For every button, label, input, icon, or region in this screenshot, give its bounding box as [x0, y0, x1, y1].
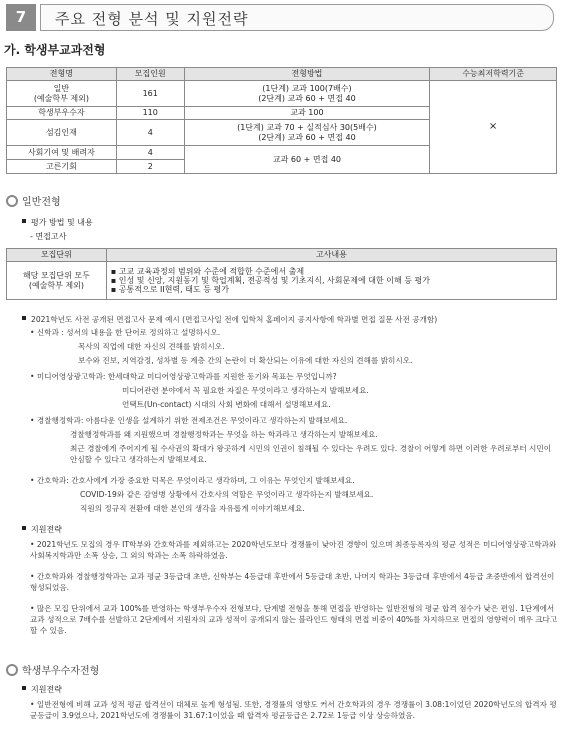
square-bullet-icon: [22, 316, 26, 320]
question-line: 경찰행정학과를 왜 지원했으며 경찰행정학과는 무엇을 하는 학과라고 생각하는지 발해보세요.: [70, 430, 378, 439]
square-bullet-icon: [22, 686, 26, 690]
strategy-item: • 2021학년도 모집의 경우 IT학부와 간호학과를 제외하고는 2020학년도보다 경쟁률이 낮아진 경향이 있으며 최종등록자의 평균 성적은 미디어영상광고학과와 사회복지학과만 소폭 상승, 그 외의 학과는 소폭 하락하였음.: [30, 540, 557, 560]
col-header: 전형명: [7, 68, 117, 81]
table-cell: 교과 60 + 면접 40: [184, 146, 430, 174]
section-title: 일반전형: [22, 197, 61, 208]
table-cell: (1단계) 교과 70 + 실적심사 30(5배수) (2단계) 교과 60 + 면접 40: [184, 120, 430, 146]
section-excellent: [6, 662, 99, 677]
col-header: 모집단위: [7, 249, 107, 262]
circle-bullet-icon: [6, 664, 18, 676]
question-line: 보수와 진보, 지역감정, 성차별 등 계층 간의 논란이 더 확산되는 이유에 대한 자신의 견해를 밝히시오.: [78, 356, 413, 365]
table-cell: (1단계) 교과 100(7배수) (2단계) 교과 60 + 면접 40: [184, 81, 430, 107]
table-cell: 고른기회: [7, 160, 117, 174]
question-line: 직원의 정규직 전환에 대한 본인의 생각을 자유롭게 이야기해보세요.: [80, 504, 305, 513]
table-cell: 일반 (예술학부 제외): [7, 81, 117, 107]
question-line: 목사의 직업에 대한 자신의 견해를 밝히시오.: [78, 342, 225, 351]
question-line: 언택트(Un-contact) 시대의 사회 변화에 대해서 설명해보세요.: [122, 400, 331, 409]
strategy-heading-2: 지원전략: [22, 684, 62, 695]
question-line: • 미디어영상광고학과: 한세대학교 미디어영상광고학과를 지원한 동기와 목표는 무엇입니까?: [30, 372, 337, 381]
interview-table: [6, 248, 557, 300]
bullet-eval: 평가 방법 및 내용: [22, 217, 93, 228]
question-line: • 간호학과: 간호사에게 가장 중요한 덕목은 무엇이라고 생각하며, 그 이유는 무엇인지 발해보세요.: [30, 476, 355, 485]
col-header: 고사내용: [106, 249, 556, 262]
table-cell: 4: [116, 120, 184, 146]
questions-heading: 2021학년도 사전 공개된 면접고사 문제 예시 (면접고사일 전에 입학처 홈페이지 공지사항에 학과별 면접 질문 사전 공개함): [22, 314, 437, 325]
circle-bullet-icon: [6, 195, 18, 207]
chapter-title: 주요 전형 분석 및 지원전략: [55, 10, 249, 28]
col-header: 수능최저학력기준: [430, 68, 557, 81]
strategy-item: • 많은 모집 단위에서 교과 100%를 반영하는 학생부우수자 전형보다, 단계별 전형을 통해 면접을 반영하는 일반전형의 평균 합격 점수가 낮은 편임. 1단계에서 교과 성적으로 7배수를 선발하고 2단계에서 지원자의 교과 성적이 공개되지 않는 블라인드 형태의 면접 비중이 40%를 차지하므로 면접의 영향력이 매우 크다고 할 수 있음.: [30, 604, 558, 635]
question-line: • 경찰행정학과: 아름다운 인생을 설계하기 위한 전제조건은 무엇이라고 생각하는지 발해보세요.: [30, 416, 348, 425]
col-header: 모집인원: [116, 68, 184, 81]
table-cell: ▪ 고교 교육과정의 범위와 수준에 적합한 수준에서 출제 ▪ 인성 및 신앙, 지원동기 및 학업계획, 전공적성 및 기초지식, 사회문제에 대한 이해 등 평가 ▪ 공통적으로 II현력, 태도 등 평가: [106, 262, 556, 300]
section-header: [6, 4, 554, 31]
subsection-title: 가. 학생부교과전형: [4, 43, 106, 57]
question-line: • 신학과 : 성서의 내용을 한 단어로 정의하고 설명하시오.: [30, 328, 221, 337]
admission-table: [6, 67, 557, 174]
strategy-item: • 간호학과와 경찰행정학과는 교과 평균 3등급대 초반, 신학부는 4등급대 후반에서 5등급대 초반, 나머지 학과는 3등급대 후반에서 4등급 초중반에서 합격선이 형성되었음.: [30, 572, 555, 592]
table-cell: 110: [116, 107, 184, 120]
strategy-heading: 지원전략: [22, 524, 62, 535]
table-cell: 161: [116, 81, 184, 107]
col-header: 전형방법: [184, 68, 430, 81]
table-cell: 사회기여 및 배려자: [7, 146, 117, 160]
interview-label: - 면접고사: [30, 232, 67, 241]
section-general: [6, 193, 61, 208]
suneung-cell: ×: [430, 81, 557, 174]
square-bullet-icon: [22, 219, 26, 223]
table-cell: 4: [116, 146, 184, 160]
question-line: 최근 경찰에게 주어지게 될 수사권의 확대가 왕곳하게 시민의 인권이 침해될 수 있다는 우려도 있다. 경찰이 어떻게 하면 이러한 우려로부터 시민이 안심할 수 있다고 생각하는지 발해보세요.: [70, 444, 552, 464]
chapter-title-box: [40, 4, 554, 31]
table-cell: 2: [116, 160, 184, 174]
question-line: COVID-19와 같은 감염병 상황에서 간호사의 역할은 무엇이라고 생각하는지 발해보세요.: [80, 490, 374, 499]
table-cell: 섬김인재: [7, 120, 117, 146]
chapter-number: 7: [6, 4, 36, 31]
table-cell: 학생부우수자: [7, 107, 117, 120]
square-bullet-icon: [22, 526, 26, 530]
question-line: 미디어관련 분야에서 꼭 필요한 자질은 무엇이라고 생각하는지 발해보세요.: [122, 386, 369, 395]
table-cell: 해당 모집단위 모두 (예술학부 제외): [7, 262, 107, 300]
section-title: 학생부우수자전형: [22, 666, 100, 677]
strategy-item: • 일반전형에 비해 교과 성적 평균 합격선이 대체로 높게 형성됨. 또한, 경쟁률의 영향도 커서 간호학과의 경우 경쟁률이 3.08:1이었던 2020학년도의 합격자 평균등급이 3.9였으나, 2021학년도에 경쟁률이 31.67:1이었을 때 합격자 평균등급은 2.72로 1등급 이상 상승하였음.: [30, 700, 557, 720]
table-cell: 교과 100: [184, 107, 430, 120]
